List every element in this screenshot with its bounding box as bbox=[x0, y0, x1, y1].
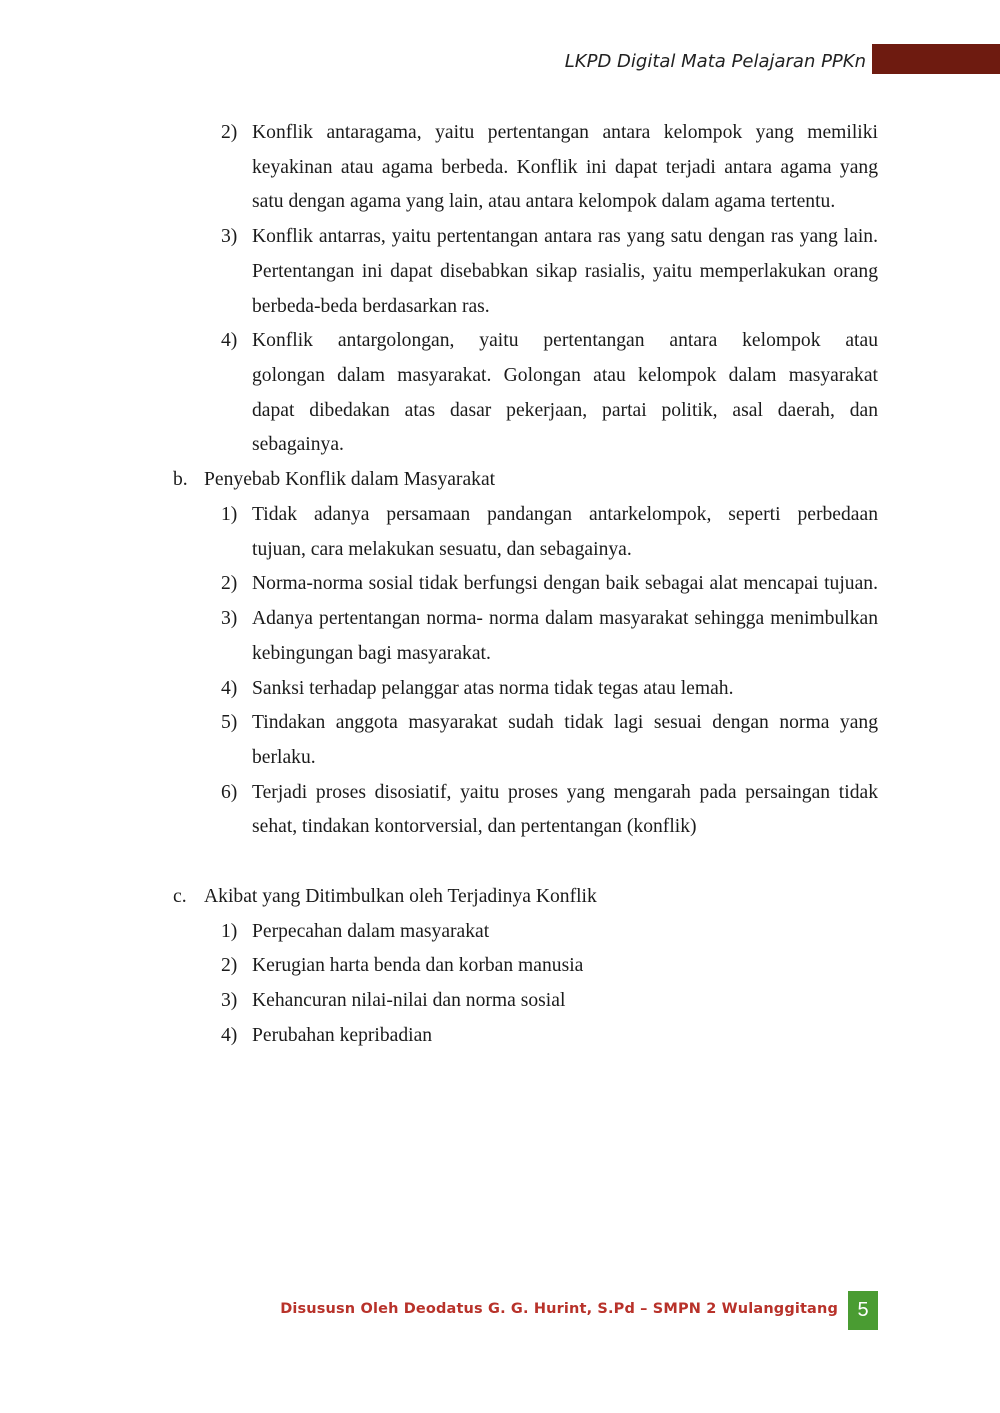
paragraph-spacer bbox=[0, 845, 1000, 880]
text-line: Konflik antargolongan, yaitu pertentangan antara kelompok atau bbox=[252, 330, 878, 352]
list-number: 2) bbox=[221, 573, 238, 595]
text-line: Kerugian harta benda dan korban manusia bbox=[252, 955, 584, 977]
text-line: sehat, tindakan kontorversial, dan pertentangan (konflik) bbox=[252, 816, 697, 838]
text-line: dapat dibedakan atas dasar pekerjaan, partai politik, asal daerah, dan bbox=[252, 399, 878, 421]
section-letter: b. bbox=[173, 469, 188, 491]
list-item bbox=[221, 984, 878, 1019]
list-item bbox=[221, 672, 878, 707]
text-line: sebagainya. bbox=[252, 434, 344, 456]
list-item bbox=[221, 567, 878, 602]
list-number: 1) bbox=[221, 920, 238, 942]
text-line: Kehancuran nilai-nilai dan norma sosial bbox=[252, 989, 566, 1011]
list-number: 4) bbox=[221, 1024, 238, 1046]
text-line: Sanksi terhadap pelanggar atas norma tidak tegas atau lemah. bbox=[252, 677, 734, 699]
header-accent-bar bbox=[872, 44, 1000, 74]
list-number: 3) bbox=[221, 226, 238, 248]
list-number: 1) bbox=[221, 503, 238, 525]
list-item bbox=[221, 498, 878, 567]
list-number: 6) bbox=[221, 781, 238, 803]
list-item bbox=[221, 915, 878, 950]
list-number: 4) bbox=[221, 330, 238, 352]
section-letter: c. bbox=[173, 885, 187, 907]
list-item bbox=[221, 776, 878, 845]
list-item bbox=[221, 324, 878, 463]
section-heading-b bbox=[173, 463, 878, 498]
document-body bbox=[0, 116, 1000, 1053]
text-line: tujuan, cara melakukan sesuatu, dan sebagainya. bbox=[252, 538, 632, 560]
list-number: 4) bbox=[221, 677, 238, 699]
list-item bbox=[221, 602, 878, 671]
text-line: Konflik antarras, yaitu pertentangan antara ras yang satu dengan ras yang lain. bbox=[252, 226, 878, 248]
section-heading-c bbox=[173, 880, 878, 915]
list-number: 5) bbox=[221, 712, 238, 734]
text-line: Perubahan kepribadian bbox=[252, 1024, 433, 1046]
list-number: 3) bbox=[221, 608, 238, 630]
page-number: 5 bbox=[848, 1291, 878, 1330]
list-number: 2) bbox=[221, 122, 238, 143]
list-item bbox=[221, 220, 878, 324]
list-item bbox=[221, 1019, 878, 1054]
list-number: 2) bbox=[221, 955, 238, 977]
text-line: golongan dalam masyarakat. Golongan atau kelompok dalam masyarakat bbox=[252, 365, 878, 387]
text-line: berbeda-beda berdasarkan ras. bbox=[252, 295, 490, 317]
text-line: berlaku. bbox=[252, 746, 316, 768]
text-line: Terjadi proses disosiatif, yaitu proses yang mengarah pada persaingan tidak bbox=[252, 781, 878, 803]
text-line: keyakinan atau agama berbeda. Konflik ini dapat terjadi antara agama yang bbox=[252, 156, 878, 178]
text-line: kebingungan bagi masyarakat. bbox=[252, 642, 491, 664]
text-line: Konflik antaragama, yaitu pertentangan antara kelompok yang memiliki bbox=[252, 122, 878, 143]
text-line: Tidak adanya persamaan pandangan antarkelompok, seperti perbedaan bbox=[252, 503, 878, 525]
text-line: Perpecahan dalam masyarakat bbox=[252, 920, 490, 942]
section-title: Penyebab Konflik dalam Masyarakat bbox=[204, 469, 496, 491]
list-item bbox=[221, 949, 878, 984]
text-line: Pertentangan ini dapat disebabkan sikap rasialis, yaitu memperlakukan orang bbox=[252, 260, 878, 282]
list-number: 3) bbox=[221, 989, 238, 1011]
text-line: satu dengan agama yang lain, atau antara kelompok dalam agama tertentu. bbox=[252, 191, 836, 213]
text-line: Norma-norma sosial tidak berfungsi dengan baik sebagai alat mencapai tujuan. bbox=[252, 573, 878, 595]
list-item bbox=[221, 116, 878, 220]
footer-author-credit: Disususn Oleh Deodatus G. G. Hurint, S.Pd – SMPN 2 Wulanggitang bbox=[280, 1301, 838, 1317]
text-line: Tindakan anggota masyarakat sudah tidak lagi sesuai dengan norma yang bbox=[252, 712, 878, 734]
text-line: Adanya pertentangan norma- norma dalam masyarakat sehingga menimbulkan bbox=[252, 608, 878, 630]
header-title: LKPD Digital Mata Pelajaran PPKn bbox=[564, 51, 866, 72]
list-item bbox=[221, 706, 878, 775]
section-title: Akibat yang Ditimbulkan oleh Terjadinya Konflik bbox=[204, 885, 597, 907]
